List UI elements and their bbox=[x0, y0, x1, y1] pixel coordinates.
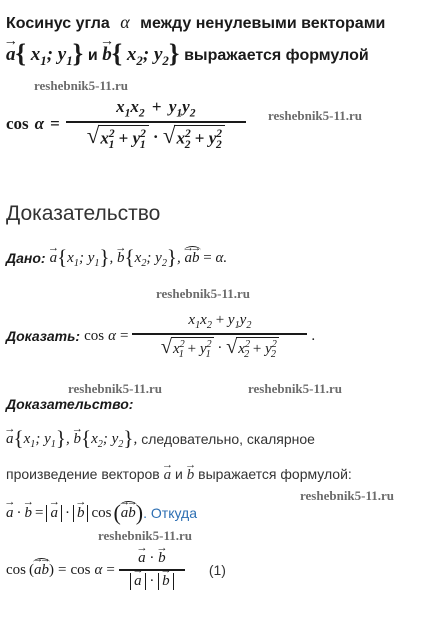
theorem-text-rest: между ненулевыми векторами bbox=[140, 15, 386, 32]
equation-number: (1) bbox=[208, 562, 226, 578]
proof-text-1: следовательно, скалярное bbox=[141, 430, 315, 447]
given-label: Дано: bbox=[6, 249, 46, 266]
to-prove-label: Доказать: bbox=[6, 328, 81, 344]
prove-fraction: $x_1x_2 + y_1y_2$ √ $x^2_1 + y^2_1$ · √ $x^2_2 + y^2_2$ bbox=[132, 312, 307, 360]
proof-text-2: произведение векторов bbox=[6, 466, 160, 482]
proof-line-3: → a · → b = → a · → b cos ( → a→ b ) . Откуда bbox=[6, 500, 197, 526]
coord-x2: x bbox=[126, 44, 137, 65]
sub-2b: 2 bbox=[162, 52, 169, 68]
coord-x: x bbox=[30, 44, 41, 65]
theorem-text: Косинус угла bbox=[6, 15, 110, 32]
otkuda-text: . Откуда bbox=[143, 505, 197, 521]
main-formula bbox=[6, 84, 246, 164]
sub-1b: 1 bbox=[66, 52, 73, 68]
theorem-line-2: → a{ $x_1$; $y_1$} и → b{ $x_2$; $y_2$} выражается формулой bbox=[6, 38, 369, 69]
alpha-symbol: α bbox=[120, 12, 130, 32]
semicolon-2: ; bbox=[142, 44, 150, 65]
theorem-line-1 bbox=[6, 12, 385, 33]
final-fraction: → a · → b → a · → b bbox=[119, 550, 185, 590]
proof-heading: Доказательство bbox=[6, 202, 161, 225]
watermark-3: reshebnik5-11.ru bbox=[156, 286, 251, 301]
to-prove-line: Доказать: cos α = $x_1x_2 + y_1y_2$ √ $x^2_1 + y^2_1$ · √ $x^2_2 + y^2_2$ . bbox=[6, 312, 316, 360]
alpha: α bbox=[34, 114, 45, 133]
coord-y: y bbox=[57, 44, 67, 65]
proof-label: Доказательство: bbox=[6, 396, 134, 412]
watermark-2: reshebnik5-11.ru bbox=[268, 108, 363, 123]
sub-1: 1 bbox=[40, 52, 47, 68]
proof-text-2-end: выражается формулой: bbox=[198, 466, 352, 482]
semicolon: ; bbox=[46, 44, 54, 65]
watermark-6: reshebnik5-11.ru bbox=[300, 488, 395, 503]
proof-line-1: → $a\{x_1$; $y_1$}, → $b\{x_2$; $y_2$}, следовательно, скалярное bbox=[6, 426, 315, 451]
final-formula: cos ( → a→ b ) = cos α = → a · → b → a · → b (1) bbox=[6, 538, 226, 602]
cos-label: cos bbox=[6, 114, 29, 133]
given-line: Дано: → $a\{x_1$; $y_1$}, → $b\{x_2$; $y_2$}, → a→ b = α. bbox=[6, 245, 227, 270]
watermark-4: reshebnik5-11.ru bbox=[68, 381, 163, 396]
and-word: и bbox=[87, 47, 98, 64]
numerator: $x_1x_2 + y_1y_2$ bbox=[116, 97, 196, 120]
vector-a: → a bbox=[6, 44, 16, 66]
theorem-text-line2: выражается формулой bbox=[184, 47, 369, 64]
proof-line-2: произведение векторов → a и → b выражается формулой: bbox=[6, 466, 352, 484]
coord-y2: y bbox=[153, 44, 163, 65]
watermark-5: reshebnik5-11.ru bbox=[248, 381, 343, 396]
watermark-7: reshebnik5-11.ru bbox=[98, 528, 193, 543]
equals: = bbox=[50, 114, 60, 133]
denominator: √ $x^2_1 + y^2_1$ · √ $x^2_2 + y^2_2$ bbox=[83, 123, 229, 151]
sub-2: 2 bbox=[136, 52, 143, 68]
vector-b: → b bbox=[102, 44, 112, 66]
watermark: reshebnik5-11.ru bbox=[34, 78, 129, 93]
proof-text-2-mid: и bbox=[175, 466, 183, 482]
main-fraction bbox=[66, 97, 246, 151]
